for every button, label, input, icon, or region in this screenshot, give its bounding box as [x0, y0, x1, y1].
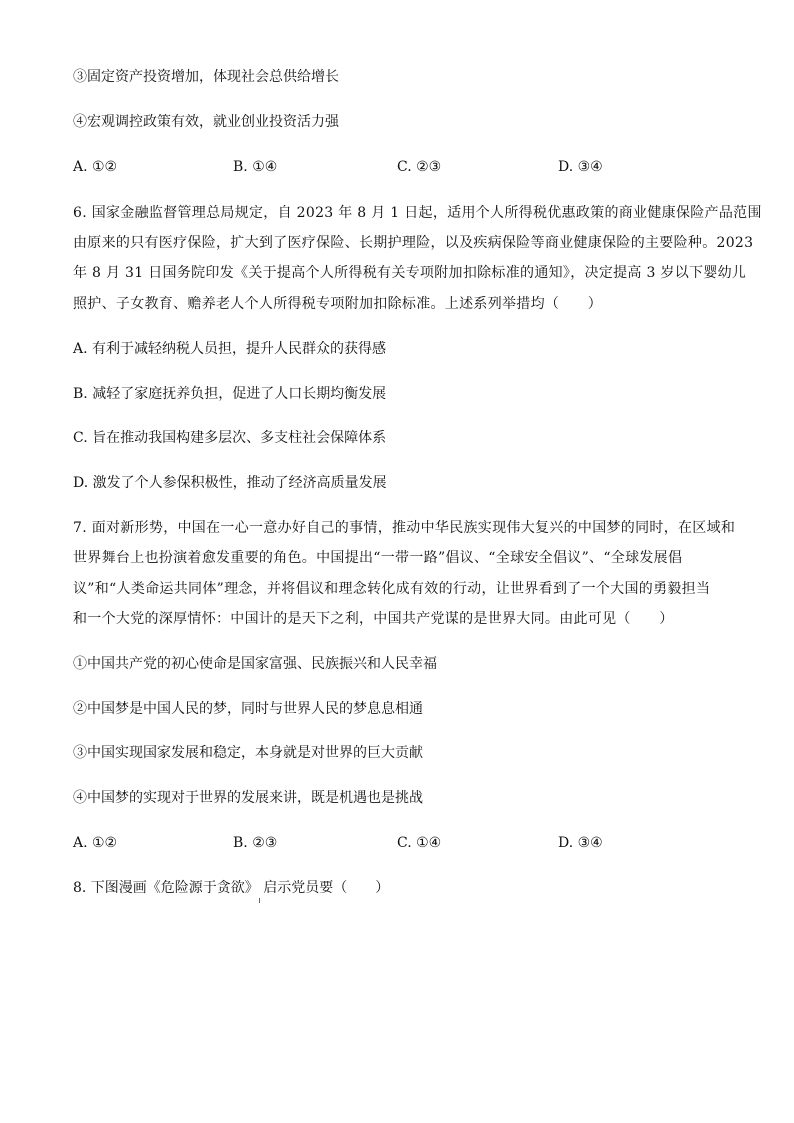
- q6-stem-line-2: 由原来的只有医疗保险，扩大到了医疗保险、长期护理险，以及疾病保险等商业健康保险的主要险种。2023: [73, 235, 754, 251]
- q6-option-d: D. 激发了个人参保积极性，推动了经济高质量发展: [73, 475, 387, 491]
- q6-option-a: A. 有利于减轻纳税人员担，提升人民群众的获得感: [73, 341, 387, 357]
- q7-statement-1: ①中国共产党的初心使命是国家富强、民族振兴和人民幸福: [73, 656, 437, 672]
- statement-3: ③固定资产投资增加，体现社会总供给增长: [73, 69, 339, 85]
- q7-option-c: C. ①④: [397, 835, 442, 851]
- q7-statement-3: ③中国实现国家发展和稳定，本身就是对世界的巨大贡献: [73, 745, 423, 761]
- q6-stem-line-1: 6. 国家金融监督管理总局规定，自 2023 年 8 月 1 日起，适用个人所得税优惠政策的商业健康保险产品范围: [73, 205, 762, 221]
- q6-stem-line-4: 照护、子女教育、赡养老人个人所得税专项附加扣除标准。上述系列举措均（ ）: [73, 296, 603, 312]
- q7-option-d: D. ③④: [558, 835, 603, 851]
- q7-option-b: B. ②③: [233, 835, 278, 851]
- prev-option-a: A. ①②: [73, 159, 118, 175]
- q7-stem-line-1: 7. 面对新形势，中国在一心一意办好自己的事情，推动中华民族实现伟大复兴的中国梦的同时，在区域和: [73, 520, 736, 536]
- image-placeholder-mark: [259, 898, 260, 903]
- prev-option-b: B. ①④: [233, 159, 278, 175]
- q7-stem-line-3: 议”和“人类命运共同体”理念，并将倡议和理念转化成有效的行动，让世界看到了一个大国的勇毅担当: [73, 581, 711, 597]
- q6-option-b: B. 减轻了家庭抚养负担，促进了人口长期均衡发展: [73, 386, 387, 402]
- q7-statement-4: ④中国梦的实现对于世界的发展来讲，既是机遇也是挑战: [73, 790, 423, 806]
- q7-stem-line-4: 和一个大党的深厚情怀：中国计的是天下之利，中国共产党谋的是世界大同。由此可见（ ）: [73, 611, 674, 627]
- q8-stem: 8. 下图漫画《危险源于贪欲》 启示党员要（ ）: [73, 880, 390, 896]
- statement-4: ④宏观调控政策有效，就业创业投资活力强: [73, 114, 339, 130]
- q7-statement-2: ②中国梦是中国人民的梦，同时与世界人民的梦息息相通: [73, 701, 423, 717]
- prev-option-d: D. ③④: [558, 159, 603, 175]
- q7-option-a: A. ①②: [73, 835, 118, 851]
- q6-stem-line-3: 年 8 月 31 日国务院印发《关于提高个人所得税有关专项附加扣除标准的通知》，决定提高 3 岁以下婴幼儿: [73, 265, 747, 281]
- prev-option-c: C. ②③: [397, 159, 442, 175]
- q6-option-c: C. 旨在推动我国构建多层次、多支柱社会保障体系: [73, 430, 387, 446]
- q7-stem-line-2: 世界舞台上也扮演着愈发重要的角色。中国提出“一带一路”倡议、“全球安全倡议”、“全球发展倡: [73, 550, 683, 566]
